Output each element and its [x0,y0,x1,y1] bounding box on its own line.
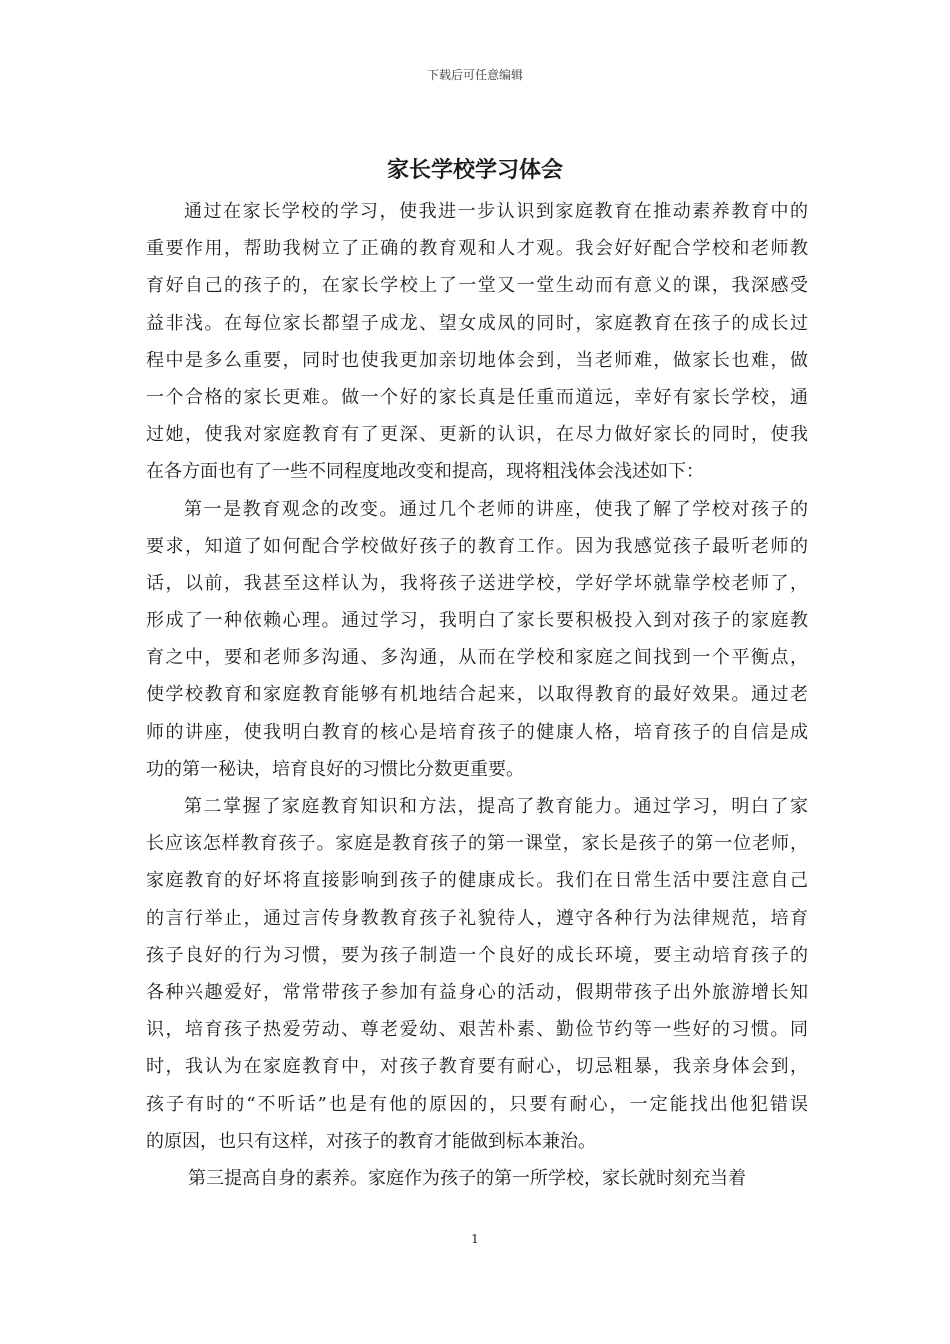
text-line: 的原因，也只有这样，对孩子的教育才能做到标本兼治。 [146,1130,596,1152]
text-line: 第三提高自身的素养。家庭作为孩子的第一所学校，家长就时刻充当着 [188,1167,746,1189]
text-line: 程中是多么重要，同时也使我更加亲切地体会到，当老师难，做家长也难，做 [146,349,808,371]
text-line: 识，培育孩子热爱劳动、尊老爱幼、艰苦朴素、勤俭节约等一些好的习惯。同 [146,1019,808,1041]
text-line: 益非浅。在每位家长都望子成龙、望女成凤的同时，家庭教育在孩子的成长过 [146,312,808,334]
text-line: 要求，知道了如何配合学校做好孩子的教育工作。因为我感觉孩子最听老师的 [146,535,808,557]
text-line: 孩子良好的行为习惯，要为孩子制造一个良好的成长环境，要主动培育孩子的 [146,944,808,966]
text-line: 使学校教育和家庭教育能够有机地结合起来，以取得教育的最好效果。通过老 [146,684,808,706]
text-line: 通过在家长学校的学习，使我进一步认识到家庭教育在推动素养教育中的 [184,201,808,222]
text-line: 的言行举止，通过言传身教教育孩子礼貌待人，遵守各种行为法律规范，培育 [146,907,808,929]
text-line: 孩子有时的“不听话”也是有他的原因的，只要有耐心，一定能找出他犯错误 [146,1093,808,1115]
paragraph-4 [146,1160,808,1197]
text-line: 家庭教育的好坏将直接影响到孩子的健康成长。我们在日常生活中要注意自己 [146,870,808,892]
text-line: 各种兴趣爱好，常常带孩子参加有益身心的活动，假期带孩子出外旅游增长知 [146,981,808,1003]
text-line: 话，以前，我甚至这样认为，我将孩子送进学校，学好学坏就靠学校老师了， [146,572,808,594]
text-line: 过她，使我对家庭教育有了更深、更新的认识，在尽力做好家长的同时，使我 [146,424,808,446]
text-line: 第一是教育观念的改变。通过几个老师的讲座，使我了解了学校对孩子的 [184,498,808,520]
text-line: 育之中，要和老师多沟通、多沟通，从而在学校和家庭之间找到一个平衡点， [146,647,808,669]
text-line: 一个合格的家长更难。做一个好的家长真是任重而道远，幸好有家长学校，通 [146,386,808,408]
paragraph-1 [146,193,808,491]
paragraph-3 [146,788,808,1160]
text-line: 师的讲座，使我明白教育的核心是培育孩子的健康人格，培育孩子的自信是成 [146,721,808,743]
text-line: 第二掌握了家庭教育知识和方法，提高了教育能力。通过学习，明白了家 [184,796,808,817]
text-line: 时，我认为在家庭教育中，对孩子教育要有耐心，切忌粗暴，我亲身体会到， [146,1056,808,1078]
document-body [146,193,808,1197]
page-number: 1 [471,1232,479,1246]
text-line: 长应该怎样教育孩子。家庭是教育孩子的第一课堂，家长是孩子的第一位老师， [146,833,808,855]
document-title: 家长学校学习体会 [386,157,563,183]
paragraph-2 [146,491,808,789]
text-line: 在各方面也有了一些不同程度地改变和提高，现将粗浅体会浅述如下： [146,461,704,483]
text-line: 形成了一种依赖心理。通过学习，我明白了家长要积极投入到对孩子的家庭教 [146,610,808,632]
header-note: 下载后可任意编辑 [426,68,523,82]
text-line: 重要作用，帮助我树立了正确的教育观和人才观。我会好好配合学校和老师教 [146,238,808,260]
text-line: 功的第一秘诀，培育良好的习惯比分数更重要。 [146,758,524,780]
text-line: 育好自己的孩子的，在家长学校上了一堂又一堂生动而有意义的课，我深感受 [146,275,808,297]
